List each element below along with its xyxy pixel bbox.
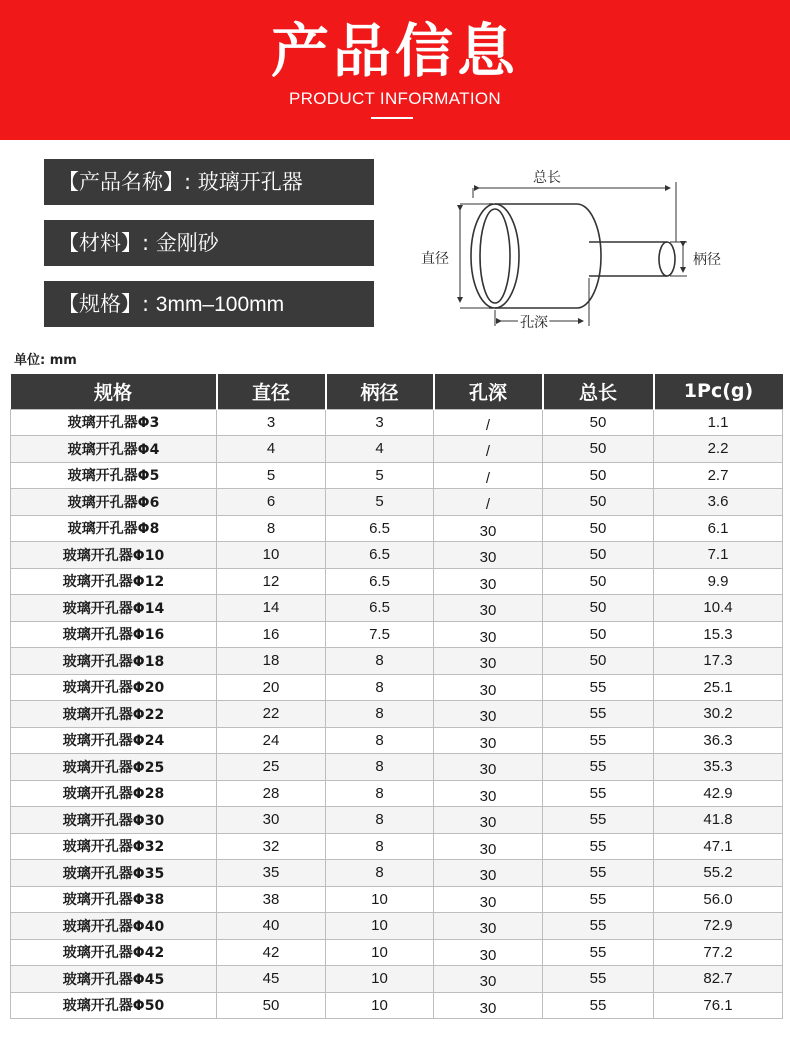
table-row xyxy=(11,754,783,781)
cell-depth: / xyxy=(434,409,543,436)
cell-depth: 30 xyxy=(434,807,543,834)
cell-length: 55 xyxy=(543,674,654,701)
spec-table xyxy=(10,374,783,1019)
cell-spec: 玻璃开孔器Φ42 xyxy=(11,939,217,966)
cell-weight: 55.2 xyxy=(654,860,783,887)
cell-diameter: 24 xyxy=(217,727,326,754)
cell-length: 55 xyxy=(543,966,654,993)
cell-shank: 8 xyxy=(326,701,434,728)
cell-spec: 玻璃开孔器Φ5 xyxy=(11,462,217,489)
column-header: 规格 xyxy=(11,374,217,409)
table-row xyxy=(11,833,783,860)
cell-weight: 9.9 xyxy=(654,568,783,595)
cell-weight: 47.1 xyxy=(654,833,783,860)
cell-depth: / xyxy=(434,489,543,516)
cell-length: 50 xyxy=(543,436,654,463)
cell-weight: 30.2 xyxy=(654,701,783,728)
cell-weight: 77.2 xyxy=(654,939,783,966)
table-row xyxy=(11,436,783,463)
cell-length: 50 xyxy=(543,409,654,436)
cell-diameter: 30 xyxy=(217,807,326,834)
cell-weight: 7.1 xyxy=(654,542,783,569)
cell-length: 55 xyxy=(543,833,654,860)
cell-spec: 玻璃开孔器Φ50 xyxy=(11,992,217,1019)
table-row xyxy=(11,886,783,913)
cell-depth: / xyxy=(434,436,543,463)
cell-shank: 8 xyxy=(326,674,434,701)
cell-length: 50 xyxy=(543,621,654,648)
cell-spec: 玻璃开孔器Φ28 xyxy=(11,780,217,807)
cell-spec: 玻璃开孔器Φ25 xyxy=(11,754,217,781)
info-label: 【产品名称】 xyxy=(58,170,184,194)
cell-diameter: 42 xyxy=(217,939,326,966)
table-row xyxy=(11,992,783,1019)
cell-shank: 6.5 xyxy=(326,568,434,595)
cell-spec: 玻璃开孔器Φ20 xyxy=(11,674,217,701)
cell-depth: 30 xyxy=(434,727,543,754)
info-product-name: 【产品名称】: 玻璃开孔器 xyxy=(44,159,374,205)
cell-shank: 7.5 xyxy=(326,621,434,648)
cell-weight: 3.6 xyxy=(654,489,783,516)
cell-weight: 36.3 xyxy=(654,727,783,754)
cell-shank: 6.5 xyxy=(326,515,434,542)
cell-spec: 玻璃开孔器Φ35 xyxy=(11,860,217,887)
info-material: 【材料】: 金刚砂 xyxy=(44,220,374,266)
cell-weight: 82.7 xyxy=(654,966,783,993)
cell-spec: 玻璃开孔器Φ18 xyxy=(11,648,217,675)
cell-weight: 2.7 xyxy=(654,462,783,489)
cell-diameter: 45 xyxy=(217,966,326,993)
cell-shank: 8 xyxy=(326,648,434,675)
cell-length: 50 xyxy=(543,462,654,489)
cell-length: 55 xyxy=(543,886,654,913)
cell-spec: 玻璃开孔器Φ4 xyxy=(11,436,217,463)
table-row xyxy=(11,674,783,701)
cell-length: 55 xyxy=(543,939,654,966)
cell-diameter: 16 xyxy=(217,621,326,648)
cell-shank: 10 xyxy=(326,992,434,1019)
total-length-dimension xyxy=(473,182,676,242)
column-header: 总长 xyxy=(543,374,654,409)
table-body xyxy=(11,409,783,1019)
cell-spec: 玻璃开孔器Φ45 xyxy=(11,966,217,993)
cell-diameter: 8 xyxy=(217,515,326,542)
column-header: 孔深 xyxy=(434,374,543,409)
info-value: 玻璃开孔器 xyxy=(197,171,303,194)
info-label: 【规格】 xyxy=(58,292,142,316)
table-row xyxy=(11,966,783,993)
cell-spec: 玻璃开孔器Φ30 xyxy=(11,807,217,834)
cell-shank: 6.5 xyxy=(326,542,434,569)
cell-length: 50 xyxy=(543,542,654,569)
cell-diameter: 25 xyxy=(217,754,326,781)
cell-length: 50 xyxy=(543,595,654,622)
cell-weight: 76.1 xyxy=(654,992,783,1019)
cell-diameter: 4 xyxy=(217,436,326,463)
cell-weight: 15.3 xyxy=(654,621,783,648)
column-header: 1Pc(g) xyxy=(654,374,783,409)
cell-diameter: 20 xyxy=(217,674,326,701)
cell-shank: 8 xyxy=(326,727,434,754)
cell-shank: 8 xyxy=(326,860,434,887)
cell-spec: 玻璃开孔器Φ38 xyxy=(11,886,217,913)
cell-weight: 17.3 xyxy=(654,648,783,675)
cell-spec: 玻璃开孔器Φ12 xyxy=(11,568,217,595)
cell-depth: 30 xyxy=(434,833,543,860)
cell-length: 55 xyxy=(543,913,654,940)
cell-diameter: 3 xyxy=(217,409,326,436)
cell-length: 50 xyxy=(543,648,654,675)
cell-length: 55 xyxy=(543,754,654,781)
cell-shank: 10 xyxy=(326,886,434,913)
cell-weight: 2.2 xyxy=(654,436,783,463)
table-row xyxy=(11,913,783,940)
page-title: 产品信息 xyxy=(270,17,519,85)
cell-depth: 30 xyxy=(434,674,543,701)
cell-diameter: 14 xyxy=(217,595,326,622)
table-row xyxy=(11,648,783,675)
cell-shank: 6.5 xyxy=(326,595,434,622)
cell-diameter: 6 xyxy=(217,489,326,516)
table-row xyxy=(11,727,783,754)
cell-weight: 10.4 xyxy=(654,595,783,622)
column-header: 柄径 xyxy=(326,374,434,409)
cell-length: 55 xyxy=(543,992,654,1019)
diameter-label: 直径 xyxy=(421,251,449,267)
cell-weight: 72.9 xyxy=(654,913,783,940)
cell-shank: 8 xyxy=(326,807,434,834)
cell-depth: / xyxy=(434,462,543,489)
cell-diameter: 50 xyxy=(217,992,326,1019)
cell-spec: 玻璃开孔器Φ22 xyxy=(11,701,217,728)
cell-spec: 玻璃开孔器Φ24 xyxy=(11,727,217,754)
info-label: 【材料】 xyxy=(58,231,142,255)
cell-length: 55 xyxy=(543,727,654,754)
cell-depth: 30 xyxy=(434,886,543,913)
cell-length: 55 xyxy=(543,807,654,834)
cell-shank: 8 xyxy=(326,780,434,807)
cell-depth: 30 xyxy=(434,939,543,966)
cell-length: 50 xyxy=(543,489,654,516)
cell-length: 55 xyxy=(543,780,654,807)
cell-diameter: 22 xyxy=(217,701,326,728)
title-underline xyxy=(371,117,413,119)
table-row xyxy=(11,409,783,436)
table-header-row xyxy=(11,374,783,409)
cell-spec: 玻璃开孔器Φ8 xyxy=(11,515,217,542)
cell-depth: 30 xyxy=(434,621,543,648)
cell-diameter: 12 xyxy=(217,568,326,595)
hole-depth-label: 孔深 xyxy=(520,315,548,331)
cell-spec: 玻璃开孔器Φ14 xyxy=(11,595,217,622)
cell-depth: 30 xyxy=(434,701,543,728)
column-header: 直径 xyxy=(217,374,326,409)
cell-shank: 8 xyxy=(326,754,434,781)
cell-spec: 玻璃开孔器Φ6 xyxy=(11,489,217,516)
table-row xyxy=(11,462,783,489)
cell-shank: 10 xyxy=(326,913,434,940)
cell-depth: 30 xyxy=(434,992,543,1019)
cell-shank: 10 xyxy=(326,966,434,993)
table-row xyxy=(11,860,783,887)
cell-diameter: 32 xyxy=(217,833,326,860)
cell-diameter: 38 xyxy=(217,886,326,913)
info-spec: 【规格】: 3mm–100mm xyxy=(44,281,374,327)
cell-depth: 30 xyxy=(434,860,543,887)
cell-depth: 30 xyxy=(434,595,543,622)
cell-spec: 玻璃开孔器Φ40 xyxy=(11,913,217,940)
cell-spec: 玻璃开孔器Φ10 xyxy=(11,542,217,569)
table-row xyxy=(11,939,783,966)
cell-weight: 42.9 xyxy=(654,780,783,807)
cell-diameter: 40 xyxy=(217,913,326,940)
cell-length: 55 xyxy=(543,701,654,728)
info-value: 3mm–100mm xyxy=(155,293,285,316)
cell-diameter: 28 xyxy=(217,780,326,807)
table-row xyxy=(11,595,783,622)
cell-depth: 30 xyxy=(434,648,543,675)
page-subtitle: PRODUCT INFORMATION xyxy=(289,89,501,108)
cell-weight: 6.1 xyxy=(654,515,783,542)
unit-label: 单位: mm xyxy=(14,353,77,368)
table-row xyxy=(11,489,783,516)
cell-shank: 10 xyxy=(326,939,434,966)
shank-diameter-label: 柄径 xyxy=(693,252,721,268)
cell-diameter: 10 xyxy=(217,542,326,569)
table-row xyxy=(11,701,783,728)
drill-shank xyxy=(589,242,675,276)
table-row xyxy=(11,780,783,807)
cell-spec: 玻璃开孔器Φ32 xyxy=(11,833,217,860)
table-row xyxy=(11,568,783,595)
cell-weight: 56.0 xyxy=(654,886,783,913)
cell-depth: 30 xyxy=(434,568,543,595)
cell-depth: 30 xyxy=(434,913,543,940)
cell-weight: 1.1 xyxy=(654,409,783,436)
drill-body xyxy=(471,204,601,308)
cell-diameter: 5 xyxy=(217,462,326,489)
cell-diameter: 35 xyxy=(217,860,326,887)
table-row xyxy=(11,621,783,648)
hole-saw-diagram xyxy=(415,160,735,340)
cell-depth: 30 xyxy=(434,515,543,542)
total-length-label: 总长 xyxy=(533,170,561,186)
cell-weight: 25.1 xyxy=(654,674,783,701)
cell-depth: 30 xyxy=(434,542,543,569)
cell-diameter: 18 xyxy=(217,648,326,675)
cell-spec: 玻璃开孔器Φ16 xyxy=(11,621,217,648)
cell-depth: 30 xyxy=(434,754,543,781)
cell-shank: 5 xyxy=(326,489,434,516)
cell-depth: 30 xyxy=(434,966,543,993)
cell-shank: 3 xyxy=(326,409,434,436)
cell-length: 50 xyxy=(543,568,654,595)
cell-shank: 5 xyxy=(326,462,434,489)
table-row xyxy=(11,542,783,569)
table-row xyxy=(11,807,783,834)
cell-shank: 4 xyxy=(326,436,434,463)
table-row xyxy=(11,515,783,542)
info-value: 金刚砂 xyxy=(155,232,219,255)
cell-weight: 35.3 xyxy=(654,754,783,781)
cell-length: 50 xyxy=(543,515,654,542)
cell-depth: 30 xyxy=(434,780,543,807)
cell-weight: 41.8 xyxy=(654,807,783,834)
header-banner xyxy=(0,0,790,140)
cell-shank: 8 xyxy=(326,833,434,860)
cell-spec: 玻璃开孔器Φ3 xyxy=(11,409,217,436)
cell-length: 55 xyxy=(543,860,654,887)
